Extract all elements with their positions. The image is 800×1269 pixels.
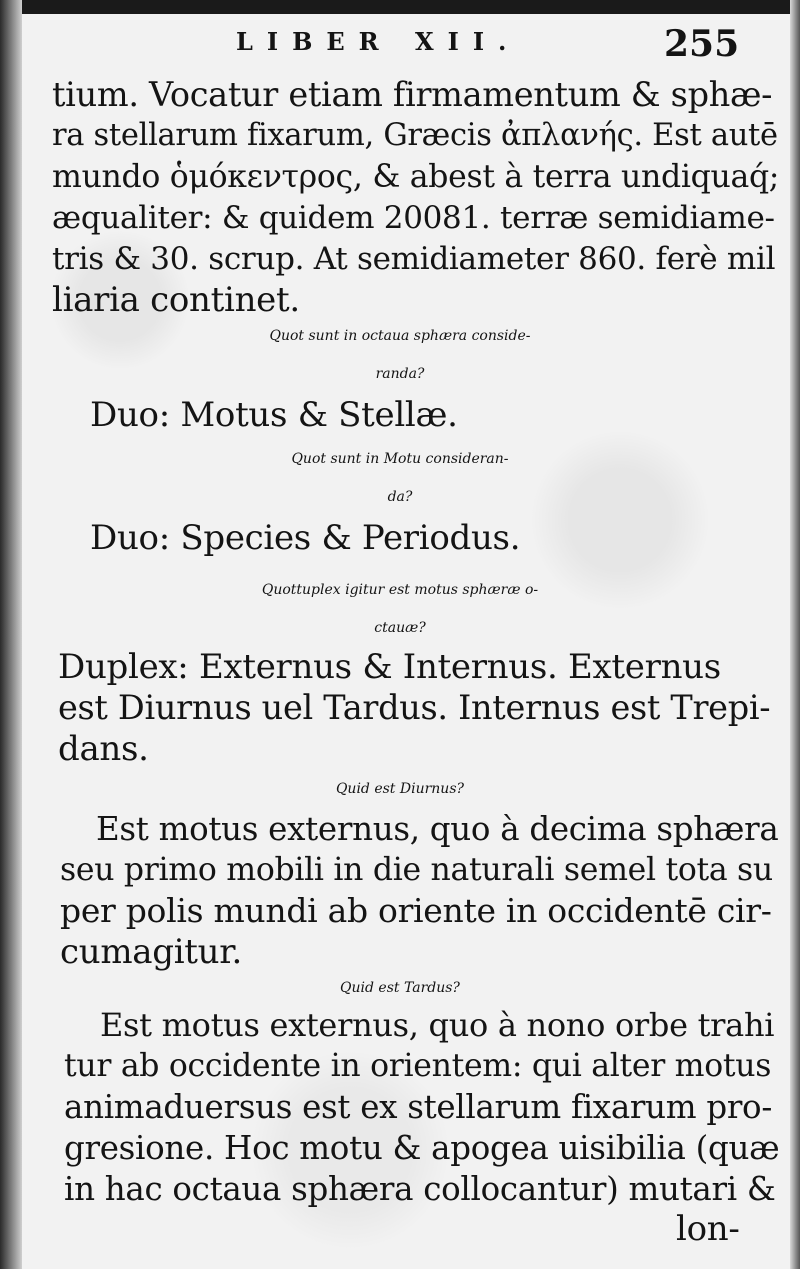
text-line: liaria continet.: [52, 280, 300, 320]
section-answer: in hac octaua sphæra collocantur) mutari &: [64, 1170, 776, 1208]
section-question: Quottuplex igitur est motus sphæræ o-: [261, 582, 539, 598]
section-answer: Est motus externus, quo à decima sphæra: [96, 810, 779, 848]
text-line: ra stellarum fixarum, Græcis ἀπλανής. Est autē: [52, 118, 778, 153]
section-question: Quid est Diurnus?: [335, 781, 465, 797]
text-line: æqualiter: & quidem 20081. terræ semidiame-: [52, 200, 775, 236]
section-answer: Duo: Motus & Stellæ.: [90, 395, 458, 435]
section-question: Quot sunt in Motu consideran-: [291, 451, 509, 467]
section-question: da?: [387, 489, 413, 505]
text-line: tium. Vocatur etiam firmamentum & sphæ-: [52, 75, 773, 114]
section-answer: seu primo mobili in die naturali semel tota su: [60, 852, 773, 888]
section-answer: gresione. Hoc motu & apogea uisibilia (quæ: [64, 1129, 780, 1167]
text-line: mundo ὁμόκεντρος, & abest à terra undiquaq́;: [52, 159, 780, 195]
section-answer: cumagitur.: [60, 932, 242, 972]
catchword: lon-: [676, 1209, 740, 1249]
section-answer: Duo: Species & Periodus.: [90, 518, 521, 558]
section-question: ctauæ?: [374, 620, 426, 636]
text-line: tris & 30. scrup. At semidiameter 860. ferè mil: [52, 241, 776, 277]
section-answer: animaduersus est ex stellarum fixarum pro-: [64, 1088, 773, 1126]
section-answer: dans.: [58, 729, 149, 769]
section-answer: est Diurnus uel Tardus. Internus est Trepi-: [58, 688, 771, 727]
section-answer: Est motus externus, quo à nono orbe trahi: [100, 1006, 775, 1044]
section-answer: per polis mundi ab oriente in occidentē cir-: [60, 891, 772, 930]
running-title: LIBER XII.: [236, 27, 521, 56]
page-top-edge: [0, 0, 800, 14]
page-number: 255: [664, 23, 740, 65]
section-question: Quot sunt in octaua sphæra conside-: [269, 328, 531, 344]
section-question: Quid est Tardus?: [340, 980, 460, 996]
section-question: randa?: [375, 366, 425, 382]
section-answer: tur ab occidente in orientem: qui alter motus: [64, 1048, 772, 1084]
section-answer: Duplex: Externus & Internus. Externus: [58, 647, 721, 687]
